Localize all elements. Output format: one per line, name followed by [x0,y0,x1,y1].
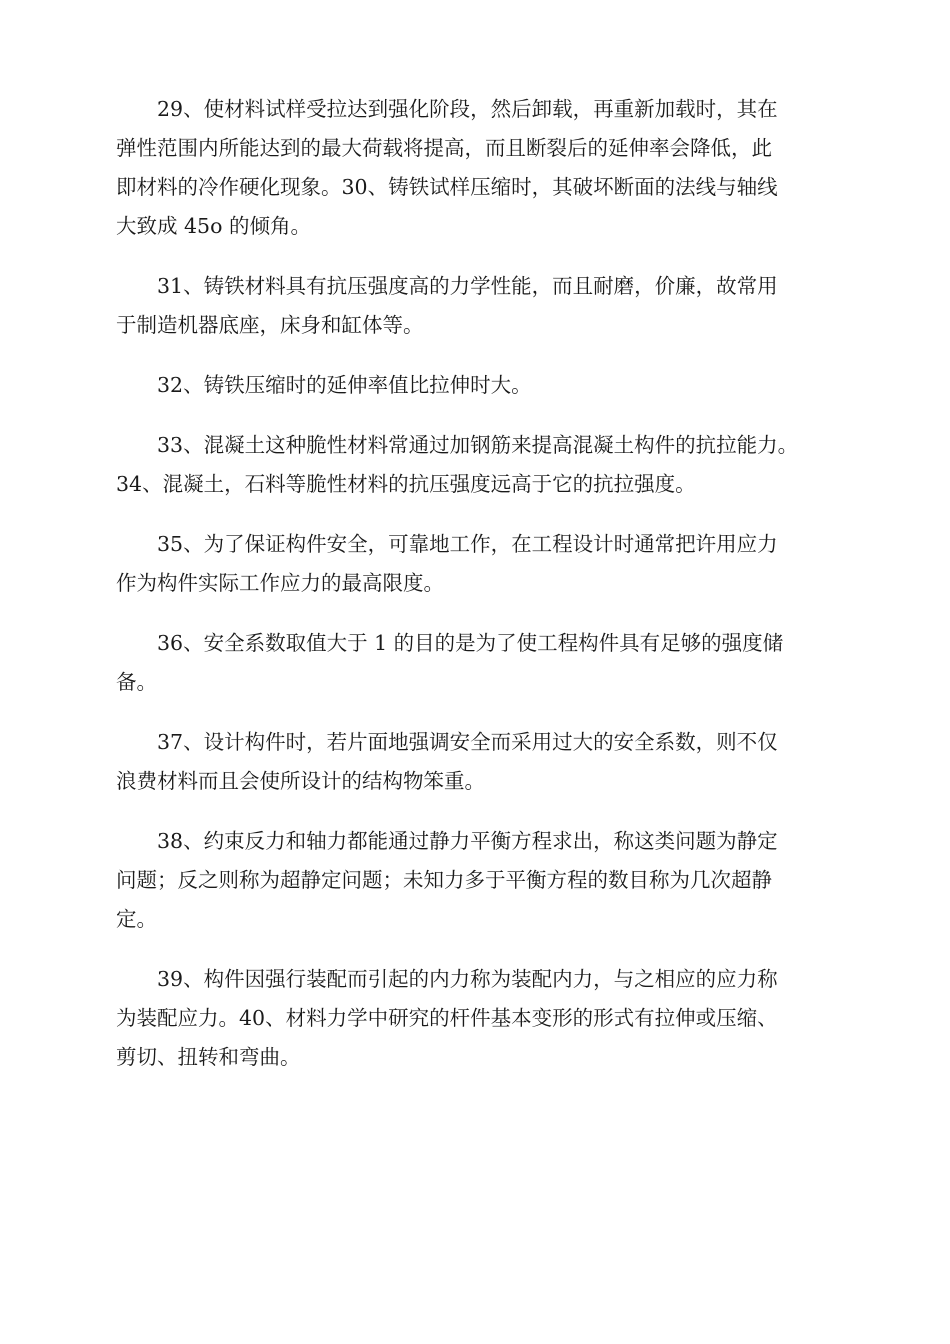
paragraph-36 [116,624,836,702]
paragraph-33-34 [116,426,836,504]
text-line: 备。 [116,670,157,694]
text-line: 34、混凝土，石料等脆性材料的抗压强度远高于它的抗拉强度。 [116,472,696,496]
text-line: 大致成 45o 的倾角。 [116,214,311,238]
text-line: 39、构件因强行装配而引起的内力称为装配内力，与之相应的应力称 [157,967,778,991]
text-line: 于制造机器底座，床身和缸体等。 [116,313,424,337]
text-line: 剪切、扭转和弯曲。 [116,1045,301,1069]
paragraph-31 [116,267,836,345]
text-line: 即材料的冷作硬化现象。30、铸铁试样压缩时，其破坏断面的法线与轴线 [116,175,778,199]
text-line: 35、为了保证构件安全，可靠地工作，在工程设计时通常把许用应力 [157,532,778,556]
text-line: 弹性范围内所能达到的最大荷载将提高，而且断裂后的延伸率会降低，此 [116,136,772,160]
text-line: 29、使材料试样受拉达到强化阶段，然后卸载，再重新加载时，其在 [157,97,778,121]
text-line: 33、混凝土这种脆性材料常通过加钢筋来提高混凝土构件的抗拉能力。 [157,433,799,457]
paragraph-29-30 [116,90,836,246]
paragraph-32 [116,366,836,405]
text-line: 32、铸铁压缩时的延伸率值比拉伸时大。 [157,373,532,397]
paragraph-38 [116,822,836,939]
text-line: 31、铸铁材料具有抗压强度高的力学性能，而且耐磨，价廉，故常用 [157,274,778,298]
text-line: 37、设计构件时，若片面地强调安全而采用过大的安全系数，则不仅 [157,730,778,754]
text-line: 定。 [116,907,157,931]
text-line: 作为构件实际工作应力的最高限度。 [116,571,444,595]
text-line: 问题；反之则称为超静定问题；未知力多于平衡方程的数目称为几次超静 [116,868,772,892]
paragraph-39-40 [116,960,836,1077]
text-line: 浪费材料而且会使所设计的结构物笨重。 [116,769,485,793]
paragraph-37 [116,723,836,801]
text-line: 38、约束反力和轴力都能通过静力平衡方程求出，称这类问题为静定 [157,829,778,853]
paragraph-35 [116,525,836,603]
document-body [116,90,836,1098]
text-line: 36、安全系数取值大于 1 的目的是为了使工程构件具有足够的强度储 [157,631,784,655]
text-line: 为装配应力。40、材料力学中研究的杆件基本变形的形式有拉伸或压缩、 [116,1006,778,1030]
